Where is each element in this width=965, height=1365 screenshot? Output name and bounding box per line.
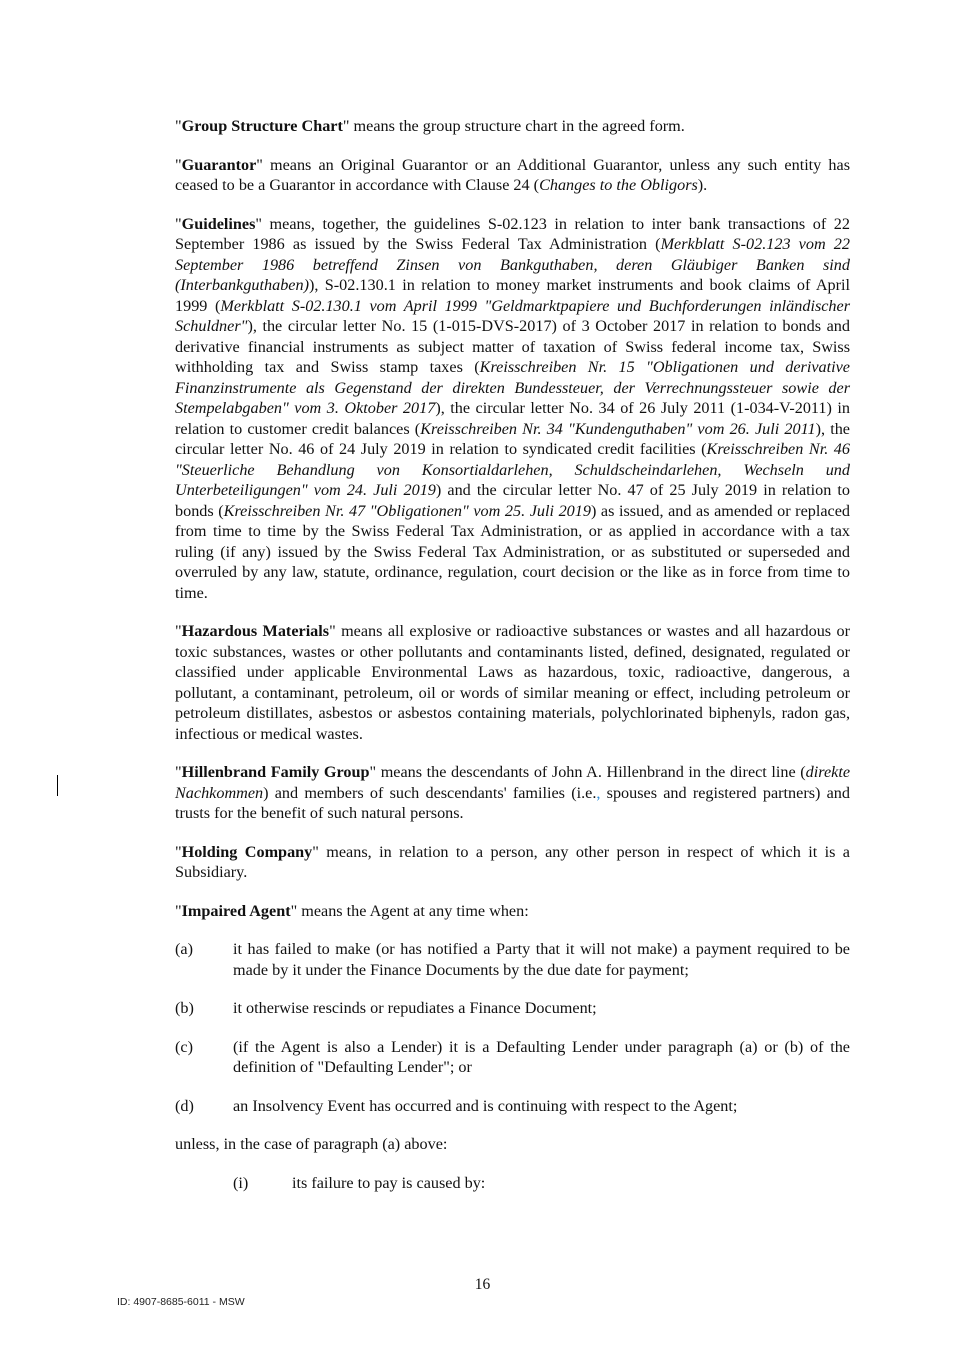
page-number: 16 [474,1276,491,1293]
definition-impaired-agent: "Impaired Agent" means the Agent at any time when: [175,901,529,920]
definition-group-structure-chart: "Group Structure Chart" means the group structure chart in the agreed form. [175,117,685,135]
document-id: ID: 4907-8685-6011 - MSW [117,1296,245,1308]
definition-hazardous-materials: "Hazardous Materials" means all explosive or radioactive substances or wastes and all hazardous or toxic substances, wastes or other pollutants and contaminants listed, defined, designated, regulated or classified under applicable Environmental Laws as hazardous, toxic, radioactive, dangerous, a pollutant, a contaminant, petroleum, oil or words of similar meaning or effect, including petroleum or petroleum distillates, asbestos or asbestos containing materials, polychlorinated biphenyls, radon gas, infectious or medical wastes. [175,622,850,743]
defined-term: Holding Company [181,842,313,861]
list-label: (c) [175,1037,193,1056]
defined-term: Hillenbrand Family Group [181,763,370,781]
list-label: (i) [233,1173,249,1192]
list-label: (a) [175,940,193,958]
revision-change-bar [57,775,58,796]
clause-reference: Changes to the Obligors [539,176,698,194]
defined-term: Guarantor [181,155,257,174]
tracked-change-mark: , [596,783,601,802]
list-item: (c) (if the Agent is also a Lender) it is a Defaulting Lender under paragraph (a) or (b) of the definition of "Defaulting Lender"; or [175,1037,850,1076]
list-item: (b) it otherwise rescinds or repudiates a Finance Document; [175,999,597,1017]
list-item: (d) an Insolvency Event has occurred and is continuing with respect to the Agent; [175,1096,738,1115]
list-label: (b) [175,999,194,1017]
definition-guidelines: "Guidelines" means, together, the guidelines S-02.123 in relation to inter bank transactions of 22 September 1986 as issued by the Swiss Federal Tax Administration (Merkblatt S-02.123 vom 22 September 1986 betreffend Zinsen von Bankguthaben, deren Gläubiger Banken sind (Interbankguthaben)), S-02.130.1 in relation to money market instruments and book claims of April 1999 (Merkblatt S-02.130.1 vom April 1999 "Geldmarktpapiere und Buchforderungen inländischer Schuldner"), the circular letter No. 15 (1-015-DVS-2017) of 3 October 2017 in relation to bonds and derivative financial instruments as subject matter of taxation of Swiss federal income tax, Swiss withholding tax and Swiss stamp taxes (Kreisschreiben Nr. 15 "Obligationen und derivative Finanzinstrumente als Gegenstand der direkten Bundessteuer, der Verrechnungssteuer sowie der Stempelabgaben" vom 3. Oktober 2017), the circular letter No. 34 of 26 July 2011 (1-034-V-2011) in relation to customer credit balances (Kreisschreiben Nr. 34 "Kundenguthaben" vom 26. Juli 2011), the circular letter No. 46 of 24 July 2019 in relation to syndicated credit facilities (Kreisschreiben Nr. 46 "Steuerliche Behandlung von Konsortialdarlehen, Schuldscheindarlehen, Wechseln und Unterbeteiligungen" vom 24. Juli 2019) and the circular letter No. 47 of 25 July 2019 in relation to bonds (Kreisschreiben Nr. 47 "Obligationen" vom 25. Juli 2019) as issued, and as amended or replaced from time to time by the Swiss Federal Tax Administration, or as applied in accordance with a tax ruling (if any) issued by the Swiss Federal Tax Administration, or as substituted or superseded and overruled by any law, statute, ordinance, regulation, court decision or the like as in force from time to time. [175,214,851,602]
defined-term: Group Structure Chart [181,117,343,135]
defined-term: Impaired Agent [181,901,291,920]
list-label: (d) [175,1096,194,1115]
defined-term: Hazardous Materials [181,622,330,640]
list-item: (a) it has failed to make (or has notified a Party that it will not make) a payment required to be made by it under the Finance Documents by the due date for payment; [175,940,850,979]
sub-list-item: (i) its failure to pay is caused by: [233,1173,486,1192]
definition-guarantor: "Guarantor" means an Original Guarantor or an Additional Guarantor, unless any such entity has ceased to be a Guarantor in accordance with Clause 24 (Changes to the Obligors). [175,155,850,194]
definition-hillenbrand-family-group: "Hillenbrand Family Group" means the descendants of John A. Hillenbrand in the direct line (direkte Nachkommen) and members of such descendants' families (i.e., spouses and registered partners) and trusts for the benefit of such natural persons. [175,763,850,822]
unless-clause: unless, in the case of paragraph (a) above: [175,1135,448,1153]
defined-term: Guidelines [181,214,256,233]
definitions-body [175,116,850,1211]
definition-holding-company: "Holding Company" means, in relation to a person, any other person in respect of which it is a Subsidiary. [175,842,850,881]
